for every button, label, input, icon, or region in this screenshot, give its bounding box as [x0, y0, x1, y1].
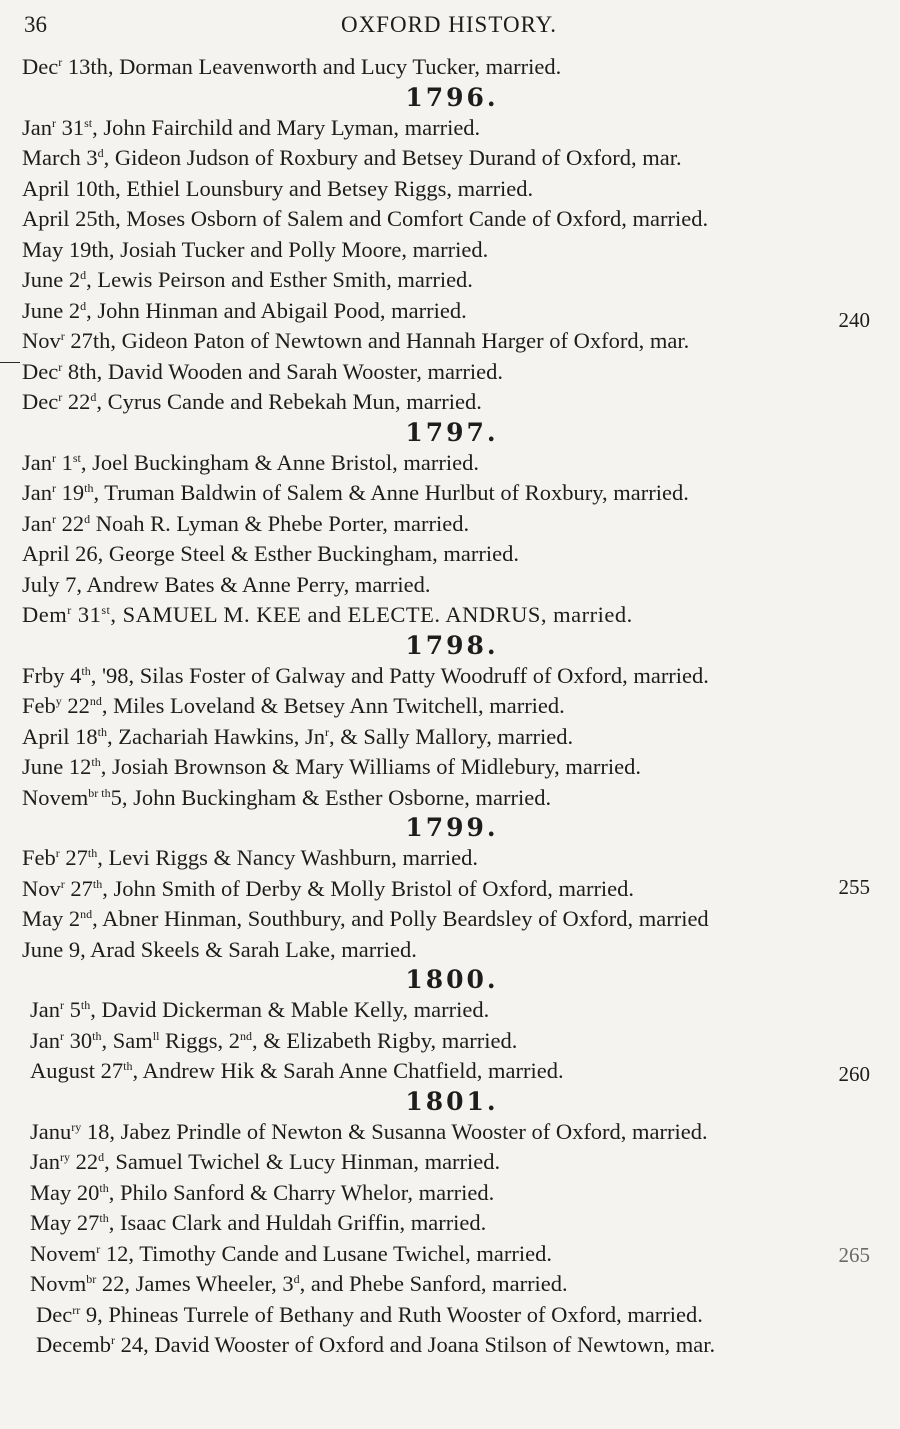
year-heading: 1797. [405, 417, 499, 447]
record-line: May 2nd, Abner Hinman, Southbury, and Polly Beardsley of Oxford, married [22, 906, 709, 931]
record-line: Jan$^r$ 30th, Sam$^{ll}$ Riggs, 2nd, & Elizabeth Rigby, married. [30, 1027, 518, 1053]
record-line: August 27th, Andrew Hik & Sarah Anne Chatfield, married. [30, 1058, 564, 1083]
record-line: Janu$^{ry}$ 18, Jabez Prindle of Newton & Susanna Wooster of Oxford, married. [30, 1118, 708, 1144]
record-line: Dec$^{rr}$ 9, Phineas Turrele of Bethany and Ruth Wooster of Oxford, married. [36, 1301, 703, 1327]
record-line: Jan$^{ry}$ 22$^d$, Samuel Twichel & Lucy Hinman, married. [30, 1149, 501, 1174]
page-title: OXFORD HISTORY. [340, 12, 558, 37]
record-line: June 12th, Josiah Brownson & Mary Williams of Midlebury, married. [22, 754, 641, 779]
record-line: Nov$^r$ 27th, Gideon Paton of Newtown and Hannah Harger of Oxford, mar. [22, 328, 690, 353]
page-header [24, 8, 874, 42]
year-heading: 1801. [405, 1086, 499, 1116]
record-line: Dec$^r$ 13th, Dorman Leavenworth and Lucy Tucker, married. [22, 54, 562, 79]
record-line: Novem$^{br th}$5, John Buckingham & Esther Osborne, married. [22, 784, 552, 810]
record-line: Jan$^r$ 5th, David Dickerman & Mable Kelly, married. [30, 997, 490, 1022]
year-heading: 1799. [405, 813, 499, 842]
marriage-records [22, 52, 882, 1361]
record-line: Jan$^r$ 19th, Truman Baldwin of Salem & Anne Hurlbut of Roxbury, married. [22, 480, 689, 505]
margin-number: 255 [838, 875, 870, 899]
record-line: March 3$^d$, Gideon Judson of Roxbury and Betsey Durand of Oxford, mar. [22, 145, 682, 170]
record-line: May 19th, Josiah Tucker and Polly Moore, married. [22, 236, 489, 262]
record-line: May 20th, Philo Sanford & Charry Whelor, married. [30, 1179, 495, 1205]
record-line: Dec$^r$ 8th, David Wooden and Sarah Wooster, married. [22, 358, 504, 384]
record-line: Nov$^r$ 27th, John Smith of Derby & Molly Bristol of Oxford, married. [22, 875, 635, 901]
record-line: April 10th, Ethiel Lounsbury and Betsey Riggs, married. [22, 175, 534, 201]
margin-dash-mark [0, 362, 20, 363]
record-line: Feb$^r$ 27th, Levi Riggs & Nancy Washburn, married. [22, 845, 479, 870]
record-line: Jan$^r$ 22$^d$ Noah R. Lyman & Phebe Porter, married. [22, 510, 470, 536]
record-line: Frby 4th, '98, Silas Foster of Galway and Patty Woodruff of Oxford, married. [22, 662, 709, 688]
record-line: May 27th, Isaac Clark and Huldah Griffin, married. [30, 1210, 487, 1235]
record-line: July 7, Andrew Bates & Anne Perry, married. [22, 571, 431, 597]
record-line: Jan$^r$ 1st, Joel Buckingham & Anne Bristol, married. [22, 449, 479, 475]
record-line: June 9, Arad Skeels & Sarah Lake, married. [22, 936, 417, 962]
record-line: Dec$^r$ 22$^d$, Cyrus Cande and Rebekah Mun, married. [22, 389, 482, 414]
record-line: April 26, George Steel & Esther Buckingham, married. [22, 541, 519, 566]
record-line: Novm$^{br}$ 22, James Wheeler, 3$^d$, and Phebe Sanford, married. [30, 1271, 568, 1296]
record-line: Dem$^r$ 31st, SAMUEL M. KEE and ELECTE. ANDRUS, married. [22, 602, 633, 627]
margin-number: 240 [838, 308, 870, 332]
year-heading: 1796. [405, 82, 499, 112]
record-line: April 25th, Moses Osborn of Salem and Comfort Cande of Oxford, married. [22, 206, 709, 231]
page-number: 36 [24, 12, 47, 37]
record-line: April 18th, Zachariah Hawkins, Jn$^r$, & Sally Mallory, married. [22, 723, 574, 749]
record-line: Feb$^y$ 22nd, Miles Loveland & Betsey Ann Twitchell, married. [22, 693, 565, 718]
record-line: June 2$^d$, Lewis Peirson and Esther Smith, married. [22, 267, 473, 292]
margin-number: 265 [838, 1243, 870, 1267]
record-line: Decemb$^r$ 24, David Wooster of Oxford and Joana Stilson of Newtown, mar. [36, 1332, 716, 1357]
record-line: June 2$^d$, John Hinman and Abigail Pood, married. [22, 297, 467, 323]
record-line: Jan$^r$ 31st, John Fairchild and Mary Lyman, married. [22, 114, 481, 140]
year-heading: 1798. [405, 630, 499, 660]
margin-number: 260 [838, 1062, 870, 1086]
record-line: Novem$^r$ 12, Timothy Cande and Lusane Twichel, married. [30, 1240, 552, 1266]
year-heading: 1800. [405, 965, 499, 994]
